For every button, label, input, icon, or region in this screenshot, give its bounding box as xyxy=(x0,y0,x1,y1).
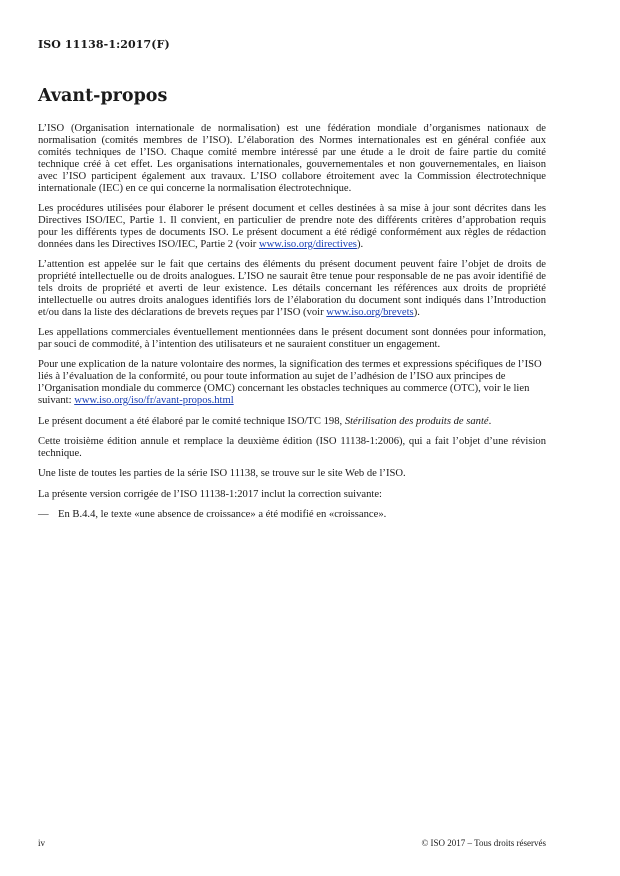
paragraph-patents xyxy=(38,259,546,319)
paragraph-text: Pour une explication de la nature volontaire des normes, la signification des termes et expressions spécifiques de l’ISO liés à l’évaluation de la conformité, ou pour toute information au sujet de l’adhésion de l’ISO aux principes de l’Organisation mondiale du commerce (OMC) concernant les obstacles techniques au commerce (OTC), voir le lien suivant: xyxy=(38,359,542,407)
paragraph-procedures xyxy=(38,203,546,251)
paragraph-edition: Cette troisième édition annule et remplace la deuxième édition (ISO 11138-1:2006), qui a fait l’objet d’une révision technique. xyxy=(38,435,546,459)
paragraph-text-end: . xyxy=(488,415,492,427)
page-title: Avant-propos xyxy=(38,86,168,106)
paragraph-text: Les procédures utilisées pour élaborer le présent document et celles destinées à sa mise à jour sont décrites dans les Directives ISO/IEC, Partie 1. Il convient, en particulier de prendre note des différents critères d’approbation requis pour les différents types de documents ISO. Le présent document a été rédigé conformément aux règles de rédaction données dans les Directives ISO/IEC, Partie 2 (voir xyxy=(38,202,546,250)
paragraph-text-end: ). xyxy=(413,306,420,318)
document-body xyxy=(38,123,546,521)
list-item-text: En B.4.4, le texte «une absence de croissance» a été modifié en «croissance». xyxy=(58,509,387,521)
directives-link[interactable]: www.iso.org/directives xyxy=(258,238,357,250)
paragraph-voluntary-nature xyxy=(38,359,546,407)
paragraph-correction: La présente version corrigée de l’ISO 11138-1:2017 inclut la correction suivante: xyxy=(38,488,382,500)
page-number: iv xyxy=(38,838,46,848)
paragraph-text: Le présent document a été élaboré par le comité technique ISO/TC 198, xyxy=(38,415,345,427)
foreword-link[interactable]: www.iso.org/iso/fr/avant-propos.html xyxy=(74,395,234,407)
patents-link[interactable]: www.iso.org/brevets xyxy=(326,306,414,318)
paragraph-trade-names: Les appellations commerciales éventuellement mentionnées dans le présent document sont données pour information, par souci de commodité, à l’intention des utilisateurs et ne sauraient constituer un engagement. xyxy=(38,327,546,350)
committee-title: Stérilisation des produits de santé xyxy=(344,415,489,427)
dash-bullet: — xyxy=(38,509,49,521)
document-id: ISO 11138-1:2017(F) xyxy=(38,38,170,51)
copyright-notice: © ISO 2017 – Tous droits réservés xyxy=(421,838,546,848)
paragraph-iso-intro: L’ISO (Organisation internationale de normalisation) est une fédération mondiale d’organismes nationaux de normalisation (comités membres de l’ISO). L’élaboration des Normes internationales est en général confiée aux comités techniques de l’ISO. Chaque comité membre intéressé par une étude a le droit de faire partie du comité technique créé à cet effet. Les organisations internationales, gouvernementales et non gouvernementales, en liaison avec l’ISO participent également aux travaux. L’ISO collabore étroitement avec la Commission électrotechnique internationale (IEC) en ce qui concerne la normalisation électrotechnique. xyxy=(38,123,546,194)
paragraph-committee xyxy=(38,416,546,428)
list-item xyxy=(38,509,546,521)
paragraph-text: L’attention est appelée sur le fait que certains des éléments du présent document peuvent faire l’objet de droits de propriété intellectuelle ou de droits analogues. L’ISO ne saurait être tenue pour responsable de ne pas avoir identifié de tels droits de propriété et averti de leur existence. Les détails concernant les références aux droits de propriété intellectuelle ou autres droits analogues identifiés lors de l’élaboration du document sont indiqués dans l’Introduction et/ou dans la liste des déclarations de brevets reçues par l’ISO (voir xyxy=(38,259,546,318)
paragraph-text-end: ). xyxy=(356,238,364,250)
paragraph-series: Une liste de toutes les parties de la série ISO 11138, se trouve sur le site Web de l’ISO. xyxy=(38,468,406,480)
